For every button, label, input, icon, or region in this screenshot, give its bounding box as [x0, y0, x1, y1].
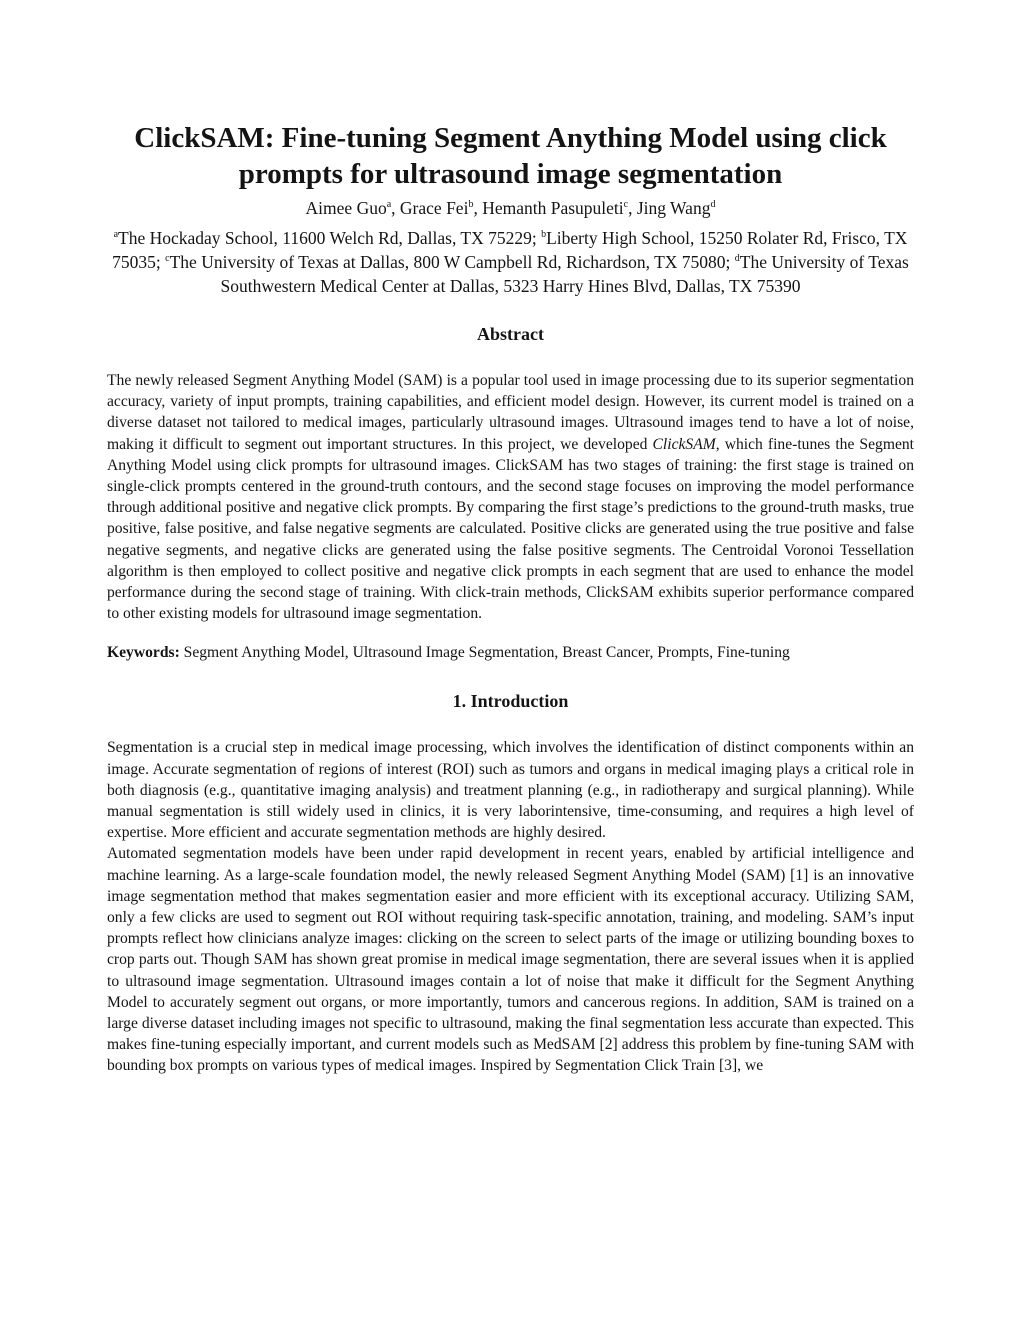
author-name: Jing Wang — [636, 198, 711, 218]
introduction-paragraph-1: Segmentation is a crucial step in medical image processing, which involves the identification of distinct components within an image. Accurate segmentation of regions of interest (ROI) such as tumors and organs in medical imaging plays a critical role in both diagnosis (e.g., quantitative imaging analysis) and treatment planning (e.g., in radiotherapy and surgical planning). While manual segmentation is still widely used in clinics, it is very laborintensive, time-consuming, and requires a high level of expertise. More efficient and accurate segmentation methods are highly desired. — [107, 739, 914, 842]
author-name: Hemanth Pasupuleti — [482, 198, 624, 218]
introduction-heading: 1. Introduction — [452, 691, 569, 712]
affiliation-mark: a — [113, 229, 119, 241]
author-name: Grace Fei — [399, 198, 469, 218]
affiliation-text: The University of Texas at Dallas, 800 W Campbell Rd, Richardson, TX 75080; — [169, 252, 735, 272]
author-mark: a — [386, 199, 392, 211]
affiliation-text: The University of Texas Southwestern Medical Center at Dallas, 5323 Harry Hines Blvd, Dallas, TX 75390 — [220, 252, 909, 296]
author-mark: d — [710, 199, 716, 211]
introduction-paragraph-2: Automated segmentation models have been under rapid development in recent years, enabled by artificial intelligence and machine learning. As a large-scale foundation model, the newly released Segment Anything Model (SAM) [1] is an innovative image segmentation method that makes segmentation easier and more efficient with its exceptional accuracy. Utilizing SAM, only a few clicks are used to segment out ROI without requiring task-specific annotation, training, and modeling. SAM’s input prompts reflect how clinicians analyze images: clicking on the screen to select parts of the image or utilizing bounding boxes to crop parts out. Though SAM has shown great promise in medical image segmentation, there are several issues when it is applied to ultrasound image segmentation. Ultrasound images contain a lot of noise that make it difficult for the Segment Anything Model to accurately segment out organs, or more importantly, tumors and cancerous regions. In addition, SAM is trained on a large diverse dataset including images not specific to ultrasound, making the final segmentation less accurate than expected. This makes fine-tuning especially important, and current models such as MedSAM [2] address this problem by fine-tuning SAM with bounding box prompts on various types of medical images. Inspired by Segmentation Click Train [3], we — [107, 845, 914, 1075]
paper-title: ClickSAM: Fine-tuning Segment Anything Model using click prompts for ultrasound image segmentation — [134, 122, 887, 190]
abstract-text — [107, 370, 914, 624]
author-name: Aimee Guo — [305, 198, 387, 218]
keywords-label: Keywords: — [107, 644, 180, 662]
author-mark: c — [623, 199, 629, 211]
affiliation-mark: c — [165, 253, 170, 265]
affiliation-mark: d — [734, 253, 740, 265]
affiliation-text: The Hockaday School, 11600 Welch Rd, Dallas, TX 75229; — [118, 228, 542, 248]
keywords-line — [107, 642, 914, 663]
abstract-text-part: The newly released Segment Anything Model (SAM) is a popular tool used in image processing due to its superior segmentation accuracy, variety of input prompts, training capabilities, and efficient model design. However, its current model is trained on a diverse dataset not tailored to medical images, particularly ultrasound images. Ultrasound images tend to have a lot of noise, making it difficult to segment out important structures. In this project, we developed — [107, 372, 914, 453]
author-list: Aimee Guo$^a$, Grace Fei$^b$, Hemanth Pasupuleti$^c$, Jing Wang$^d$ — [305, 198, 716, 218]
keywords-text: Segment Anything Model, Ultrasound Image Segmentation, Breast Cancer, Prompts, Fine-tuning — [179, 644, 790, 662]
affiliation-mark: b — [541, 229, 547, 241]
author-mark: b — [468, 199, 474, 211]
affiliation-text: Liberty High School, 15250 Rolater Rd, Frisco, TX 75035; — [112, 228, 908, 272]
abstract-text-part: , which fine-tunes the Segment Anything Model using click prompts for ultrasound images. ClickSAM has two stages of training: the first stage is trained on single-click prompts centered in the ground-truth contours, and the second stage focuses on improving the model performance through additional positive and negative click prompts. By comparing the first stage’s predictions to the ground-truth masks, true positive, false positive, and false negative segments are calculated. Positive clicks are generated using the true positive and false negative segments, and negative clicks are generated using the false positive segments. The Centroidal Voronoi Tessellation algorithm is then employed to collect positive and negative click prompts in each segment that are used to enhance the model performance during the second stage of training. With click-train methods, ClickSAM exhibits superior performance compared to other existing models for ultrasound image segmentation. — [107, 435, 915, 623]
abstract-italic-term: ClickSAM — [652, 435, 716, 453]
abstract-heading: Abstract — [477, 324, 544, 344]
affiliations — [107, 226, 914, 298]
